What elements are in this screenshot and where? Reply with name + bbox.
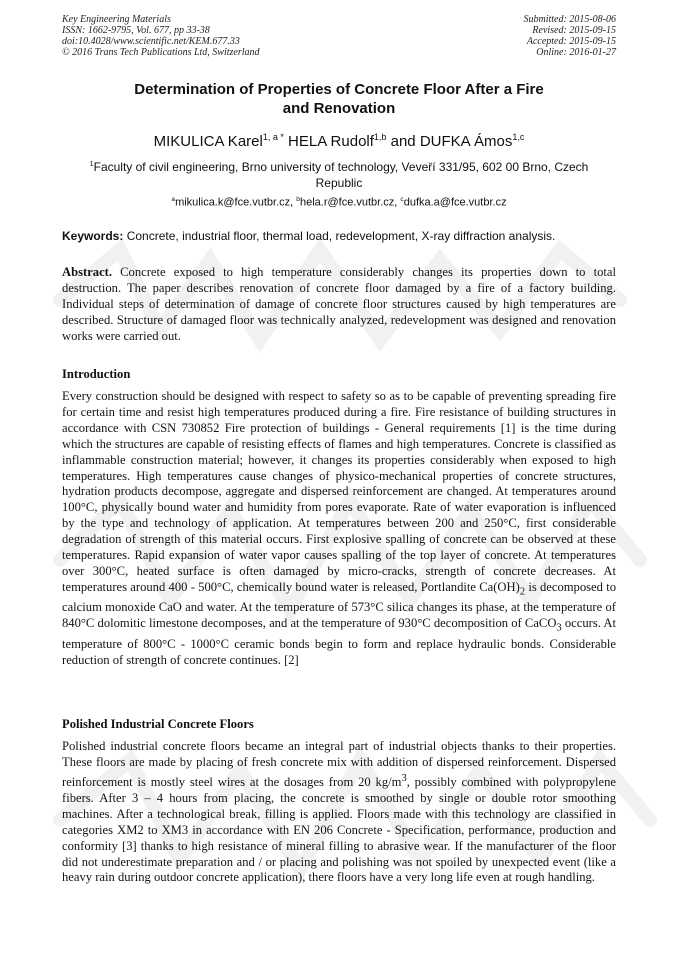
journal-info bbox=[62, 14, 260, 58]
author-list bbox=[62, 128, 616, 151]
affiliation bbox=[76, 156, 602, 191]
submitted-date: Submitted: 2015-08-06 bbox=[523, 14, 616, 25]
intro-subscript-1: 2 bbox=[519, 586, 526, 598]
keywords-label: Keywords: bbox=[62, 229, 124, 243]
email-a[interactable]: mikulica.k@fce.vutbr.cz, bbox=[175, 196, 294, 209]
section-heading-introduction: Introduction bbox=[62, 367, 131, 381]
polished-floors-body bbox=[62, 739, 616, 886]
revised-date: Revised: 2015-09-15 bbox=[532, 25, 616, 36]
abstract-label: Abstract. bbox=[62, 265, 113, 279]
affiliation-text: Faculty of civil engineering, Brno university of technology, Veveří 331/95, 602 00 Brno, Czech Republic bbox=[93, 160, 589, 190]
online-date: Online: 2016-01-27 bbox=[536, 47, 616, 58]
intro-text-2: is decomposed to calcium monoxide CaO and water. At the temperature of 573°C silica changes its phase, at the temperature of 840°C dolomitic limestone decomposes, and at the temperature of 930°C decomposition of CaCO bbox=[62, 579, 617, 631]
author-emails bbox=[62, 193, 616, 210]
author-3-affil: 1,c bbox=[512, 132, 525, 142]
introduction-body bbox=[62, 389, 616, 668]
polished-superscript-1: 3 bbox=[401, 772, 407, 784]
email-c[interactable]: dufka.a@fce.vutbr.cz bbox=[403, 196, 507, 209]
copyright-line: © 2016 Trans Tech Publications Ltd, Switzerland bbox=[62, 47, 260, 58]
author-2-affil: 1,b bbox=[373, 132, 387, 142]
paper-title bbox=[100, 80, 578, 118]
section-heading-polished-floors: Polished Industrial Concrete Floors bbox=[62, 717, 254, 731]
email-b-marker: b bbox=[296, 196, 300, 203]
polished-text-2: , possibly combined with polypropylene fibers. After 3 – 4 hours from placing, the concrete is smoothed by single or double rotor smoothing machines. After a technological break, filling is applied. Floors made with this technology are classified in categories XM2 to XM3 in accordance with EN 206 Concrete - Specification, performance, production and conformity [3] thanks to high resistance of mineral filling to abrasive wear. If the manufacturer of the floor did not underestimate preparation and / or placing and polishing was not spoiled by unexpected event (like a heavy rain during outdoor concrete application), there floors have a very long life even at rough handling. bbox=[62, 775, 617, 885]
author-2: HELA Rudolf bbox=[288, 133, 374, 150]
email-a-marker: a bbox=[171, 196, 176, 203]
submission-dates bbox=[524, 14, 617, 58]
email-b[interactable]: hela.r@fce.vutbr.cz, bbox=[299, 196, 398, 209]
author-and: and bbox=[390, 133, 416, 150]
title-line-1: Determination of Properties of Concrete Floor After a Fire bbox=[134, 81, 544, 98]
intro-text-1: Every construction should be designed with respect to safety so as to be capable of preventing spreading fire for certain time and resist high temperatures produced during a fire. Fire resistance of building structures in accordance with CSN 730852 Fire protection of buildings - General requirements [1] is the time during which the structures are capable of resisting effects of flames and high temperatures. Concrete is classified as inflammable construction material; however, it changes its properties considerably when exposed to high temperatures. High temperatures cause changes of physico-mechanical properties of concrete structures, hydration products decompose, aggregate and dispersed reinforcement are changed. At temperatures around 100°C, physically bound water and humidity from pores evaporate. Rate of water evaporation is influenced by the type and technology of application. At temperatures between 200 and 250°C, first considerable degradation of strength of this material occurs. First explosive spalling of concrete can be observed at these temperatures. Rapid expansion of water vapor causes spalling of the top layer of concrete. At temperatures over 300°C, heated surface is often damaged by micro-cracks, strength of concrete decreases. At temperatures around 400 - 500°C, chemically bound water is released, Portlandite Ca(OH) bbox=[62, 389, 616, 594]
keywords bbox=[62, 229, 616, 244]
abstract-text: Concrete exposed to high temperature considerably changes its properties down to total destruction. The paper describes renovation of concrete floor damaged by a fire of a factory building. Individual steps of determination of damage of concrete floor structures caused by high temperatures are described. Structure of damaged floor was technically analyzed, redevelopment was designed and renovation works were carried out. bbox=[62, 265, 616, 343]
author-1: MIKULICA Karel bbox=[153, 133, 263, 150]
keywords-text: Concrete, industrial floor, thermal load, redevelopment, X-ray diffraction analysis. bbox=[126, 229, 556, 243]
author-1-affil: 1, a * bbox=[262, 132, 284, 142]
title-line-2: and Renovation bbox=[282, 100, 396, 117]
email-c-marker: c bbox=[400, 196, 404, 203]
issn-line: ISSN: 1662-9795, Vol. 677, pp 33-38 bbox=[62, 25, 210, 36]
intro-text-3: occurs. At temperature of 800°C - 1000°C ceramic bonds begin to form and replace hydraulic bonds. Considerable reduction of strength of concrete continues. [2] bbox=[62, 616, 616, 667]
author-3: DUFKA Ámos bbox=[419, 133, 513, 150]
accepted-date: Accepted: 2015-09-15 bbox=[526, 36, 616, 47]
intro-subscript-2: 3 bbox=[556, 622, 562, 634]
abstract bbox=[62, 265, 616, 345]
doi-line: doi:10.4028/www.scientific.net/KEM.677.33 bbox=[62, 36, 240, 47]
journal-name: Key Engineering Materials bbox=[62, 14, 171, 25]
polished-text-1: Polished industrial concrete floors became an integral part of industrial objects thanks to their properties. These floors are made by placing of fresh concrete mix with addition of dispersed reinforcement. Dispersed reinforcement is mostly steel wires at the dosages from 20 kg/m bbox=[62, 739, 616, 789]
affiliation-marker: 1 bbox=[89, 159, 94, 168]
